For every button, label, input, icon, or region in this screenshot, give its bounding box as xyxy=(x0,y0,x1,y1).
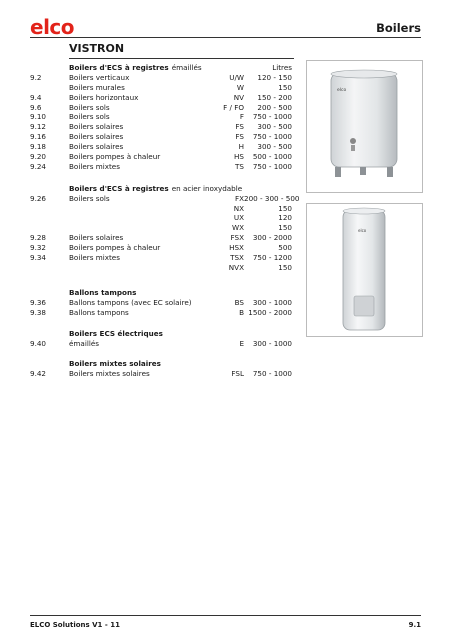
table-row xyxy=(30,339,294,349)
row-value: 120 xyxy=(278,213,292,223)
table-row xyxy=(30,142,294,152)
group-heading-text xyxy=(69,63,202,73)
row-code: NX xyxy=(233,203,244,213)
row-value: 200 - 500 xyxy=(257,102,292,112)
row-number: 9.32 xyxy=(30,243,47,253)
product-table xyxy=(30,63,300,379)
table-row xyxy=(30,204,294,214)
row-value: 150 xyxy=(278,82,292,92)
row-code: TS xyxy=(235,161,244,171)
table-row xyxy=(30,233,294,243)
row-value: 150 xyxy=(278,223,292,233)
group-heading xyxy=(30,359,294,369)
row-value: 300 - 500 xyxy=(257,142,292,152)
row-code: WX xyxy=(231,223,244,233)
row-value: 300 - 1000 xyxy=(252,339,292,349)
row-description: Boilers murales xyxy=(69,82,125,92)
group-heading xyxy=(30,329,294,339)
group-heading-bold: Boilers d'ECS à registres xyxy=(69,63,169,72)
group-heading-text xyxy=(69,288,136,298)
header-rule xyxy=(30,37,421,38)
row-number: 9.36 xyxy=(30,297,47,307)
row-description: émaillés xyxy=(69,339,99,349)
row-code: F / FO xyxy=(223,102,244,112)
table-row xyxy=(30,93,294,103)
row-value: 300 - 2000 xyxy=(252,233,292,243)
row-code: U/W xyxy=(229,72,244,82)
row-number: 9.4 xyxy=(30,92,42,102)
row-value: 500 xyxy=(278,243,292,253)
row-number: 9.42 xyxy=(30,369,47,379)
unit-label: Litres xyxy=(272,63,292,72)
row-number: 9.2 xyxy=(30,72,42,82)
group-spacer xyxy=(30,273,294,288)
row-value: 750 - 1000 xyxy=(252,132,292,142)
row-number: 9.38 xyxy=(30,307,47,317)
table-row xyxy=(30,122,294,132)
row-code: F xyxy=(239,112,244,122)
row-value: 750 - 1200 xyxy=(252,253,292,263)
row-description: Boilers sols xyxy=(69,112,110,122)
row-description: Boilers solaires xyxy=(69,132,124,142)
row-code: HSX xyxy=(229,243,244,253)
group-heading-text xyxy=(69,329,163,339)
row-description: Boilers mixtes xyxy=(69,253,120,263)
table-row xyxy=(30,73,294,83)
row-description: Boilers solaires xyxy=(69,233,124,243)
title-rule xyxy=(69,58,294,59)
row-code: E xyxy=(239,339,244,349)
section-title: Boilers xyxy=(376,21,421,35)
row-value: 300 - 1000 xyxy=(252,297,292,307)
row-code: TSX xyxy=(230,253,244,263)
row-description: Boilers sols xyxy=(69,193,110,203)
group-heading xyxy=(30,63,294,73)
row-value: 150 xyxy=(278,203,292,213)
footer-doc-name: ELCO Solutions V1 - 11 xyxy=(30,621,120,629)
boiler-wide-photo xyxy=(306,60,423,193)
row-number: 9.10 xyxy=(30,112,47,122)
row-value: 300 - 500 xyxy=(257,122,292,132)
table-row xyxy=(30,193,300,204)
boiler-tall-photo xyxy=(306,203,423,337)
table-row xyxy=(30,132,294,142)
row-number: 9.16 xyxy=(30,132,47,142)
page-title: VISTRON xyxy=(69,42,125,55)
group-spacer xyxy=(30,317,294,329)
row-description: Boilers mixtes solaires xyxy=(69,369,150,379)
table-row xyxy=(30,263,294,273)
row-code: HS xyxy=(234,152,244,162)
elco-logo: elco xyxy=(30,15,75,39)
footer-rule xyxy=(30,615,421,616)
row-description: Boilers verticaux xyxy=(69,72,130,82)
row-number: 9.24 xyxy=(30,161,47,171)
row-code: NVX xyxy=(228,262,244,272)
table-row xyxy=(30,213,294,223)
row-description: Boilers pompes à chaleur xyxy=(69,243,161,253)
row-value: 150 - 200 xyxy=(257,92,292,102)
row-value: 120 - 150 xyxy=(257,72,292,82)
row-value: 750 - 1000 xyxy=(252,369,292,379)
row-description: Boilers mixtes xyxy=(69,161,120,171)
row-description: Ballons tampons xyxy=(69,307,129,317)
group-spacer xyxy=(30,349,294,359)
table-row xyxy=(30,243,294,253)
row-value: 150 xyxy=(278,262,292,272)
footer-page-number: 9.1 xyxy=(408,621,421,629)
table-row xyxy=(30,369,294,379)
boiler-tall-logo-text: elco xyxy=(358,228,367,233)
row-number: 9.12 xyxy=(30,122,47,132)
row-number: 9.40 xyxy=(30,339,47,349)
row-description: Boilers pompes à chaleur xyxy=(69,152,161,162)
row-value: 500 - 1000 xyxy=(252,152,292,162)
row-number: 9.18 xyxy=(30,142,47,152)
table-row xyxy=(30,112,294,122)
row-description: Boilers solaires xyxy=(69,122,124,132)
table-row xyxy=(30,83,294,93)
row-code: FS xyxy=(235,132,244,142)
row-code: NV xyxy=(233,92,244,102)
row-number: 9.28 xyxy=(30,233,47,243)
row-description: Boilers horizontaux xyxy=(69,92,139,102)
table-row xyxy=(30,223,294,233)
row-code: BS xyxy=(234,297,244,307)
group-heading xyxy=(30,184,294,194)
boiler-logo-text: elco xyxy=(337,88,347,93)
row-description: Boilers solaires xyxy=(69,142,124,152)
table-row xyxy=(30,253,294,263)
group-heading-bold: Boilers d'ECS à registres xyxy=(69,183,169,193)
row-code: UX xyxy=(233,213,244,223)
row-description: Boilers sols xyxy=(69,102,110,112)
row-value: 750 - 1000 xyxy=(252,161,292,171)
row-value: 200 - 300 - 500 xyxy=(244,193,300,203)
row-description: Ballons tampons (avec EC solaire) xyxy=(69,297,192,307)
row-number: 9.20 xyxy=(30,152,47,162)
row-code: B xyxy=(239,307,244,317)
group-heading xyxy=(30,288,294,298)
row-code: FSX xyxy=(230,233,244,243)
row-code: W xyxy=(236,82,244,92)
row-number: 9.34 xyxy=(30,253,47,263)
row-number: 9.26 xyxy=(30,193,47,203)
group-heading-text xyxy=(69,359,161,369)
table-row xyxy=(30,103,294,113)
row-code: FS xyxy=(235,122,244,132)
group-heading-suffix: émaillés xyxy=(171,63,202,72)
table-row xyxy=(30,298,294,308)
group-heading-text xyxy=(69,184,242,194)
group-spacer xyxy=(30,172,294,184)
table-row xyxy=(30,152,294,162)
row-value: 750 - 1000 xyxy=(252,112,292,122)
group-heading-bold: Boilers mixtes solaires xyxy=(69,359,161,369)
group-heading-bold: Boilers ECS électriques xyxy=(69,329,163,339)
row-code: FSL xyxy=(231,369,244,379)
group-heading-bold: Ballons tampons xyxy=(69,287,137,297)
table-row xyxy=(30,308,294,318)
table-row xyxy=(30,162,294,172)
row-value: 1500 - 2000 xyxy=(248,307,292,317)
row-number: 9.6 xyxy=(30,102,42,112)
row-code: H xyxy=(238,142,244,152)
row-code: FX xyxy=(234,193,244,203)
group-heading-suffix: en acier inoxydable xyxy=(171,183,243,193)
